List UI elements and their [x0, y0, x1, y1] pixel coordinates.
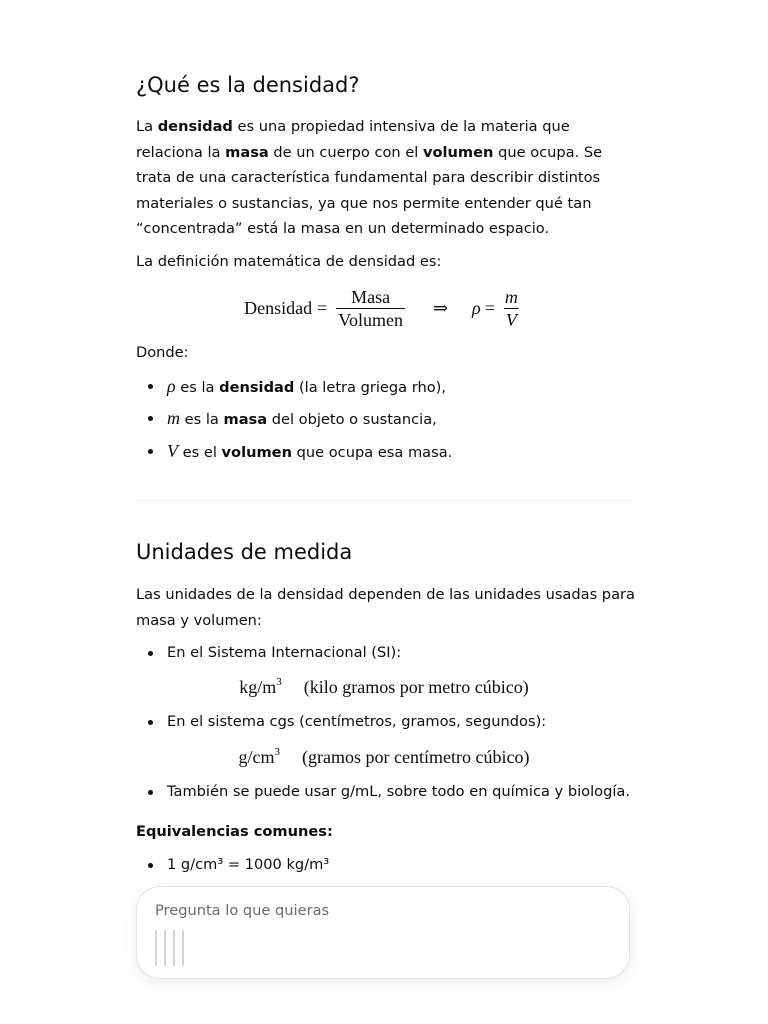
formula-fraction — [336, 286, 405, 331]
formula-lhs: Densidad — [244, 297, 313, 318]
units-title: Unidades de medida — [136, 540, 353, 564]
formula-rho: ρ — [472, 297, 481, 318]
intro-bold-densidad: densidad — [157, 118, 233, 135]
intro-text: es una propiedad intensiva de la materia que relaciona la — [136, 118, 570, 161]
item-text: En el sistema cgs (centímetros, gramos, segundos): — [167, 713, 547, 730]
intro-text: que ocupa. Se trata de una característica fundamental para describir distintos materiales o sustancias, ya que nos permite entender qué tan “concentrada” está la masa en un determinado espacio. — [136, 143, 603, 237]
item-text: También se puede usar g/mL, sobre todo en química y biología. — [167, 783, 630, 800]
prompt-composer[interactable] — [136, 886, 630, 979]
intro-bold-masa: masa — [225, 143, 269, 161]
symbol-m: m — [167, 408, 180, 428]
item-text: del objeto o sustancia, — [267, 411, 437, 428]
equivalences-label: Equivalencias comunes: — [136, 823, 333, 840]
symbol-rho: ρ — [167, 376, 176, 396]
formula-equals-2: = — [484, 297, 495, 318]
where-label: Donde: — [136, 344, 189, 361]
item-bold: masa — [223, 411, 268, 428]
formula-rho-fraction — [503, 286, 520, 331]
intro-paragraph — [136, 114, 636, 242]
formula-rho-numerator: m — [504, 286, 518, 307]
si-unit-formula — [136, 676, 632, 698]
waveform-icon — [155, 930, 189, 966]
item-text: En el Sistema Internacional (SI): — [167, 644, 402, 661]
item-text: (la letra griega rho), — [294, 379, 447, 396]
item-text: es la — [180, 411, 224, 428]
formula-denominator: Volumen — [338, 309, 403, 330]
unit-description: (kilo gramos por metro cúbico) — [303, 677, 529, 697]
item-bold: volumen — [221, 444, 292, 461]
formula-rho-denominator: V — [505, 309, 517, 330]
unit-base: kg/m — [239, 677, 277, 697]
unit-base: g/cm — [238, 747, 275, 767]
cgs-unit-formula — [136, 746, 632, 768]
intro-bold-volumen: volumen — [423, 143, 494, 161]
item-text: 1 g/cm³ = 1000 kg/m³ — [167, 856, 330, 873]
definition-lead: La definición matemática de densidad es: — [136, 253, 442, 270]
section-title: ¿Qué es la densidad? — [136, 73, 360, 97]
intro-text: de un cuerpo con el — [268, 143, 423, 161]
prompt-input[interactable]: Pregunta lo que quieras — [155, 902, 330, 919]
units-intro: Las unidades de la densidad dependen de las unidades usadas para masa y volumen: — [136, 586, 635, 629]
formula-implies: ⇒ — [432, 297, 449, 318]
formula-equals: = — [317, 297, 328, 318]
item-text: es el — [178, 444, 222, 461]
item-text: es la — [175, 379, 220, 396]
density-formula — [136, 285, 632, 331]
section-divider — [136, 500, 632, 501]
item-bold: densidad — [219, 379, 295, 396]
unit-exponent: 3 — [276, 676, 282, 688]
intro-text: La — [136, 118, 158, 135]
item-text: que ocupa esa masa. — [291, 444, 453, 461]
unit-exponent: 3 — [274, 746, 281, 758]
formula-numerator: Masa — [351, 286, 391, 307]
unit-description: (gramos por centímetro cúbico) — [302, 747, 530, 767]
symbol-v: V — [167, 441, 178, 461]
